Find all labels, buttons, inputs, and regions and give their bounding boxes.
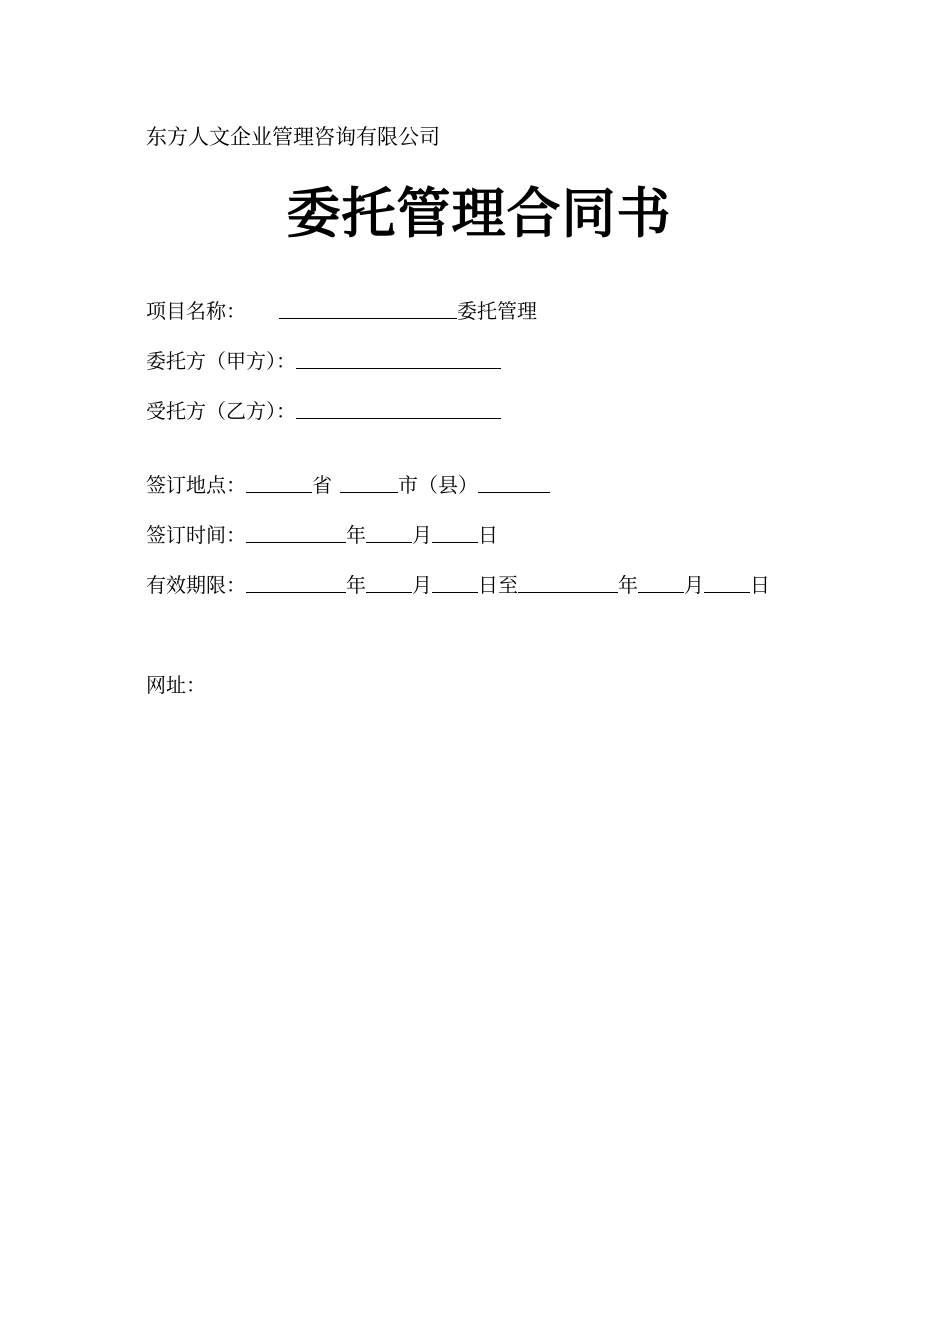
signing-place-row	[146, 470, 550, 500]
party-a-label: 委托方（甲方）：	[146, 349, 296, 373]
party-b-blank	[296, 396, 501, 419]
end-year-unit: 年	[618, 573, 638, 597]
province-unit: 省	[312, 473, 332, 497]
website-row	[146, 670, 206, 700]
signing-date-label: 签订时间：	[146, 523, 246, 547]
project-name-blank	[279, 296, 457, 319]
start-month-blank	[366, 570, 412, 593]
validity-row	[146, 570, 770, 600]
city-unit: 市（县）	[398, 473, 478, 497]
party-b-label: 受托方（乙方）：	[146, 399, 296, 423]
city-blank	[340, 470, 398, 493]
project-name-row	[146, 296, 537, 326]
validity-label: 有效期限：	[146, 573, 246, 597]
website-label: 网址：	[146, 673, 206, 697]
start-month-unit: 月	[412, 573, 432, 597]
end-month-unit: 月	[684, 573, 704, 597]
start-day-blank	[432, 570, 478, 593]
signing-month-blank	[366, 520, 412, 543]
signing-date-row	[146, 520, 498, 550]
start-year-unit: 年	[346, 573, 366, 597]
project-name-suffix: 委托管理	[457, 299, 537, 323]
year-unit: 年	[346, 523, 366, 547]
day-unit: 日	[478, 523, 498, 547]
end-month-blank	[638, 570, 684, 593]
start-year-blank	[246, 570, 346, 593]
end-day-unit: 日	[750, 573, 770, 597]
company-name: 东方人文企业管理咨询有限公司	[146, 125, 440, 149]
county-blank	[478, 470, 550, 493]
end-day-blank	[704, 570, 750, 593]
signing-day-blank	[432, 520, 478, 543]
project-name-label: 项目名称：	[146, 299, 246, 323]
end-year-blank	[518, 570, 618, 593]
document-title: 委托管理合同书	[286, 182, 672, 245]
party-a-blank	[296, 346, 501, 369]
month-unit: 月	[412, 523, 432, 547]
party-a-row	[146, 346, 501, 376]
province-blank	[246, 470, 312, 493]
signing-year-blank	[246, 520, 346, 543]
signing-place-label: 签订地点：	[146, 473, 246, 497]
party-b-row	[146, 396, 501, 426]
start-day-unit: 日至	[478, 573, 518, 597]
